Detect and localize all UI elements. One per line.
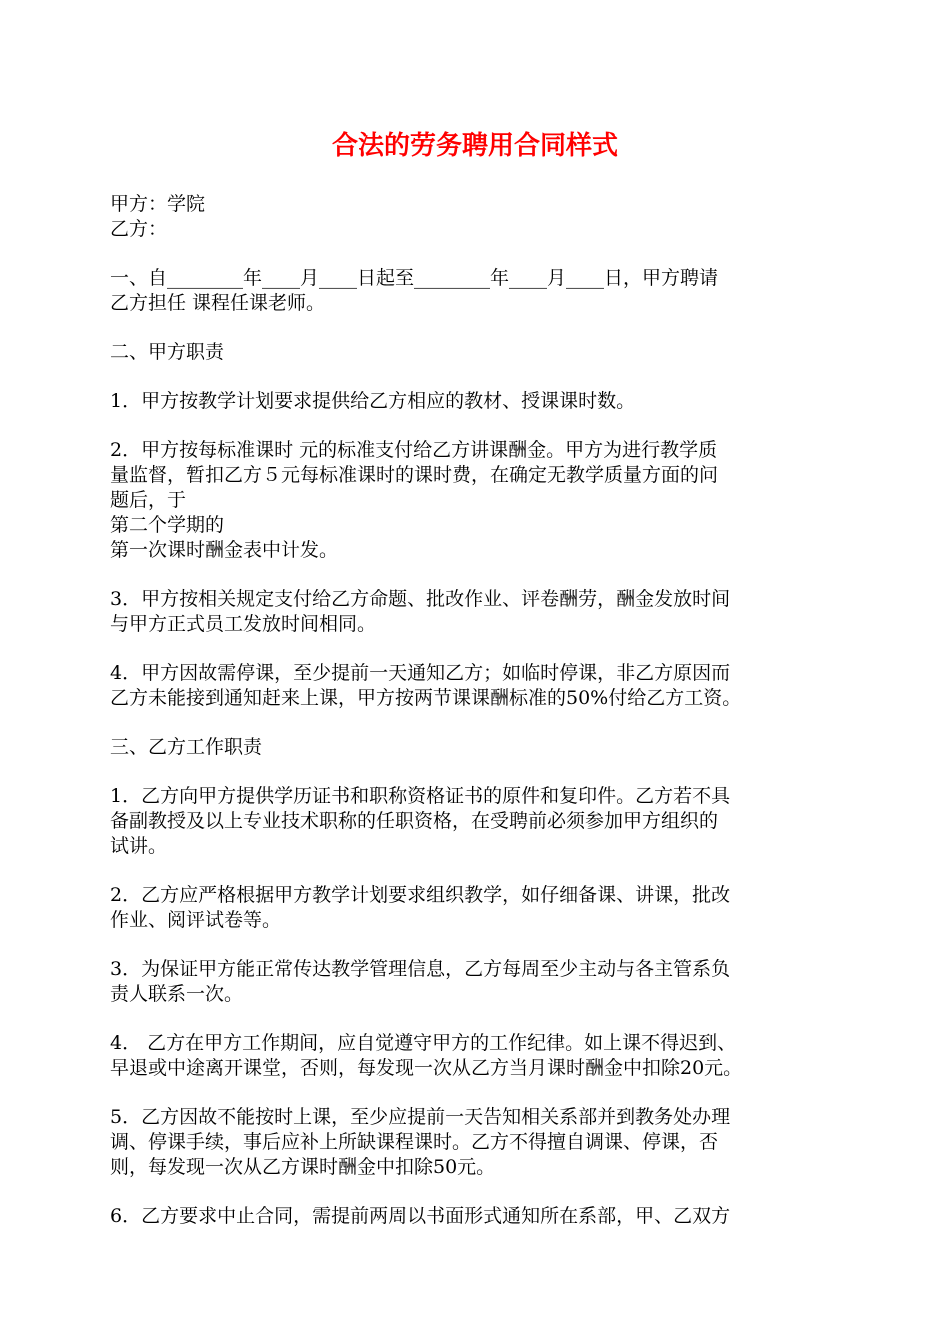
- text-line: 4．甲方因故需停课，至少提前一天通知乙方；如临时停课，非乙方原因而: [110, 662, 731, 684]
- paragraph-gap: [110, 760, 845, 784]
- text-line: 甲方：学院: [110, 193, 206, 215]
- paragraph-gap: [110, 316, 845, 340]
- paragraph: [110, 883, 845, 933]
- text-line: 调、停课手续，事后应补上所缺课程课时。乙方不得擅自调课、停课，否: [110, 1131, 719, 1153]
- text-line: 备副教授及以上专业技术职称的任职资格，在受聘前必须参加甲方组织的: [110, 810, 719, 832]
- paragraph: [110, 389, 845, 414]
- text-line: 3．为保证甲方能正常传达教学管理信息，乙方每周至少主动与各主管系负: [110, 958, 731, 980]
- paragraph-gap: [110, 365, 845, 389]
- paragraph-gap: [110, 933, 845, 957]
- paragraph-gap: [110, 563, 845, 587]
- paragraph: [110, 957, 845, 1007]
- paragraph: [110, 587, 845, 637]
- text-line: 与甲方正式员工发放时间相同。: [110, 613, 377, 635]
- text-line: 乙方：: [110, 218, 168, 240]
- paragraph-gap: [110, 711, 845, 735]
- text-line: 乙方担任 课程任课老师。: [110, 292, 326, 314]
- paragraph: [110, 784, 845, 859]
- text-line: 6．乙方要求中止合同，需提前两周以书面形式通知所在系部，甲、乙双方: [110, 1205, 731, 1227]
- paragraph-gap: [110, 1081, 845, 1105]
- paragraph-gap: [110, 242, 845, 266]
- text-line: 量监督，暂扣乙方５元每标准课时的课时费，在确定无教学质量方面的问: [110, 464, 719, 486]
- text-line: 2．乙方应严格根据甲方教学计划要求组织教学，如仔细备课、讲课，批改: [110, 884, 731, 906]
- paragraph: [110, 735, 845, 760]
- text-line: 5．乙方因故不能按时上课，至少应提前一天告知相关系部并到教务处办理: [110, 1106, 731, 1128]
- text-line: 试讲。: [110, 835, 168, 857]
- text-line: 二、甲方职责: [110, 341, 225, 363]
- paragraph: [110, 340, 845, 365]
- paragraph-gap: [110, 859, 845, 883]
- text-line: 早退或中途离开课堂，否则，每发现一次从乙方当月课时酬金中扣除20元。: [110, 1057, 743, 1079]
- paragraph: [110, 1204, 845, 1229]
- text-line: 题后，于: [110, 489, 187, 511]
- text-line: 一、自________年____月____日起至________年____月____日，甲方聘请: [110, 267, 719, 289]
- text-line: 三、乙方工作职责: [110, 736, 263, 758]
- paragraph-gap: [110, 637, 845, 661]
- paragraph: [110, 661, 845, 711]
- paragraph: [110, 1031, 845, 1081]
- text-line: 1．乙方向甲方提供学历证书和职称资格证书的原件和复印件。乙方若不具: [110, 785, 731, 807]
- paragraph: [110, 192, 845, 242]
- document-title: 合法的劳务聘用合同样式: [331, 131, 618, 161]
- text-line: 4． 乙方在甲方工作期间，应自觉遵守甲方的工作纪律。如上课不得迟到、: [110, 1032, 737, 1054]
- text-line: 3．甲方按相关规定支付给乙方命题、批改作业、评卷酬劳，酬金发放时间: [110, 588, 731, 610]
- paragraph-gap: [110, 414, 845, 438]
- paragraph-gap: [110, 1180, 845, 1204]
- document-body: [110, 192, 845, 1229]
- text-line: 第一次课时酬金表中计发。: [110, 539, 339, 561]
- text-line: 责人联系一次。: [110, 983, 244, 1005]
- text-line: 则，每发现一次从乙方课时酬金中扣除50元。: [110, 1156, 496, 1178]
- text-line: 作业、阅评试卷等。: [110, 909, 282, 931]
- text-line: 2．甲方按每标准课时 元的标准支付给乙方讲课酬金。甲方为进行教学质: [110, 439, 718, 461]
- paragraph: [110, 1105, 845, 1180]
- paragraph-gap: [110, 1007, 845, 1031]
- paragraph: [110, 266, 845, 316]
- text-line: 1．甲方按教学计划要求提供给乙方相应的教材、授课课时数。: [110, 390, 636, 412]
- paragraph: [110, 438, 845, 563]
- text-line: 第二个学期的: [110, 514, 225, 536]
- text-line: 乙方未能接到通知赶来上课，甲方按两节课课酬标准的50%付给乙方工资。: [110, 687, 742, 709]
